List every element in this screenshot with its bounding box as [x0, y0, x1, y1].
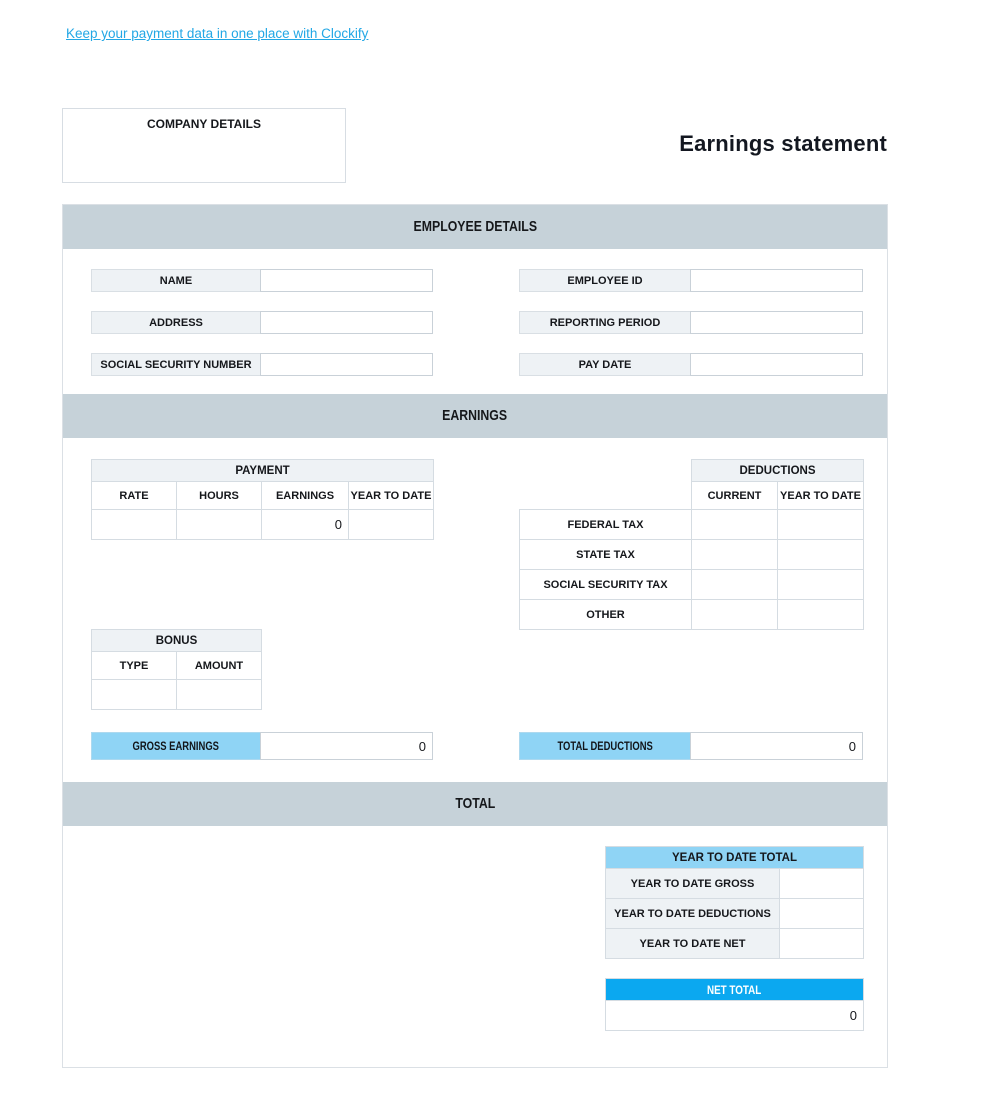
ytd-total-table-title: YEAR TO DATE TOTAL [606, 847, 864, 869]
deduction-cell-federal-tax-current[interactable] [692, 510, 778, 540]
deductions-spacer [520, 460, 692, 482]
deduction-cell-federal-tax-ytd[interactable] [778, 510, 864, 540]
gross-earnings-label [91, 732, 261, 760]
payment-col-hours: HOURS [177, 482, 262, 510]
total-deductions-label-text: TOTAL DEDUCTIONS [557, 741, 653, 753]
gross-earnings-label-text: GROSS EARNINGS [132, 741, 220, 753]
deductions-table-title: DEDUCTIONS [692, 460, 864, 482]
total-deductions-value[interactable]: 0 [690, 732, 863, 760]
ytd-deductions-value[interactable] [780, 899, 864, 929]
field-input-social-security-number[interactable] [260, 353, 433, 376]
section-header-earnings-text: EARNINGS [442, 407, 508, 424]
deductions-table [519, 459, 864, 630]
deduction-label-state-tax: STATE TAX [520, 540, 692, 570]
payment-table-title: PAYMENT [92, 460, 434, 482]
section-header-employee-details-text: EMPLOYEE DETAILS [413, 218, 537, 235]
bonus-table-title: BONUS [92, 630, 262, 652]
net-total-title [606, 979, 864, 1001]
deductions-col-current: CURRENT [692, 482, 778, 510]
deduction-cell-social-security-tax-ytd[interactable] [778, 570, 864, 600]
ytd-gross-value[interactable] [780, 869, 864, 899]
deduction-cell-state-tax-ytd[interactable] [778, 540, 864, 570]
payment-cell-hours[interactable] [177, 510, 262, 540]
field-input-pay-date[interactable] [690, 353, 863, 376]
company-details-box[interactable] [62, 108, 346, 183]
ytd-deductions-label: YEAR TO DATE DEDUCTIONS [606, 899, 780, 929]
ytd-gross-label: YEAR TO DATE GROSS [606, 869, 780, 899]
deduction-label-other: OTHER [520, 600, 692, 630]
bonus-cell-type[interactable] [92, 680, 177, 710]
page-title: Earnings statement [679, 131, 887, 156]
deduction-cell-other-ytd[interactable] [778, 600, 864, 630]
ytd-net-value[interactable] [780, 929, 864, 959]
bonus-cell-amount[interactable] [177, 680, 262, 710]
field-input-reporting-period[interactable] [690, 311, 863, 334]
payment-cell-year-to-date[interactable] [349, 510, 434, 540]
field-label-employee-id: EMPLOYEE ID [519, 269, 691, 292]
bonus-col-amount: AMOUNT [177, 652, 262, 680]
deduction-cell-state-tax-current[interactable] [692, 540, 778, 570]
section-header-total-text: TOTAL [455, 795, 495, 812]
field-label-pay-date: PAY DATE [519, 353, 691, 376]
deduction-cell-other-current[interactable] [692, 600, 778, 630]
field-label-social-security-number: SOCIAL SECURITY NUMBER [91, 353, 261, 376]
deductions-spacer [520, 482, 692, 510]
payment-col-rate: RATE [92, 482, 177, 510]
payment-col-year-to-date: YEAR TO DATE [349, 482, 434, 510]
total-deductions-label [519, 732, 691, 760]
payment-cell-earnings[interactable]: 0 [262, 510, 349, 540]
deductions-col-year-to-date: YEAR TO DATE [778, 482, 864, 510]
bonus-table [91, 629, 262, 710]
field-label-address: ADDRESS [91, 311, 261, 334]
payment-cell-rate[interactable] [92, 510, 177, 540]
clockify-promo-link[interactable]: Keep your payment data in one place with Clockify [66, 26, 369, 41]
field-input-employee-id[interactable] [690, 269, 863, 292]
deduction-cell-social-security-tax-current[interactable] [692, 570, 778, 600]
section-header-total [63, 782, 887, 826]
field-label-name: NAME [91, 269, 261, 292]
field-input-address[interactable] [260, 311, 433, 334]
payment-col-earnings: EARNINGS [262, 482, 349, 510]
deduction-label-federal-tax: FEDERAL TAX [520, 510, 692, 540]
field-label-reporting-period: REPORTING PERIOD [519, 311, 691, 334]
bonus-col-type: TYPE [92, 652, 177, 680]
gross-earnings-value[interactable]: 0 [260, 732, 433, 760]
net-total-value[interactable]: 0 [606, 1001, 864, 1031]
deduction-label-social-security-tax: SOCIAL SECURITY TAX [520, 570, 692, 600]
section-header-employee-details [63, 205, 887, 249]
company-details-label: COMPANY DETAILS [146, 117, 261, 131]
payment-table [91, 459, 434, 540]
statement-container [62, 204, 888, 1068]
net-total-title-text: NET TOTAL [707, 982, 762, 997]
field-input-name[interactable] [260, 269, 433, 292]
section-header-earnings [63, 394, 887, 438]
ytd-total-table [605, 846, 864, 959]
net-total-table [605, 978, 864, 1031]
ytd-net-label: YEAR TO DATE NET [606, 929, 780, 959]
